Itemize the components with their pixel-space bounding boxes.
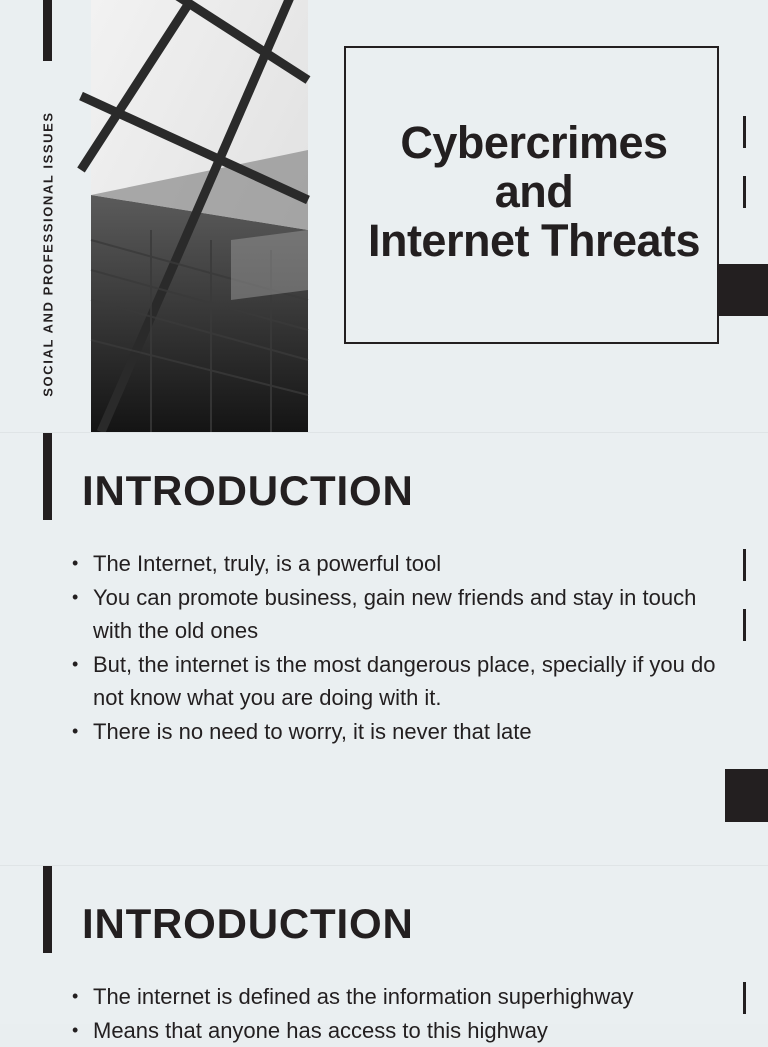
accent-bar [43,433,52,520]
bullet-list [72,547,732,748]
title-line-3: Internet Threats [344,216,724,265]
decor-tick [743,116,746,148]
bullet-list [72,980,732,1047]
title-slide [0,0,768,432]
decor-tick [743,982,746,1014]
accent-bar [43,866,52,953]
decor-tick [743,609,746,641]
list-item: • You can promote business, gain new friends and stay in touch with the old ones [72,581,732,648]
list-item: • Means that anyone has access to this highway [72,1014,732,1047]
decor-tick [743,176,746,208]
intro-slide-2 [0,866,768,1024]
presentation-title [344,118,724,265]
intro-slide-1 [0,433,768,865]
building-glass-ceiling-photo [91,0,308,432]
decor-block [725,769,768,822]
slide-heading: INTRODUCTION [82,900,414,948]
list-item: • The Internet, truly, is a powerful tool [72,547,732,581]
list-item: • The internet is defined as the information superhighway [72,980,732,1014]
slide-heading: INTRODUCTION [82,467,414,515]
title-line-2: and [344,167,724,216]
accent-bar [43,0,52,61]
decor-block [719,264,768,316]
vertical-course-label: SOCIAL AND PROFESSIONAL ISSUES [41,111,56,396]
decor-tick [743,549,746,581]
list-item: • There is no need to worry, it is never that late [72,715,732,749]
title-line-1: Cybercrimes [344,118,724,167]
list-item: • But, the internet is the most dangerous place, specially if you do not know what you are doing with it. [72,648,732,715]
